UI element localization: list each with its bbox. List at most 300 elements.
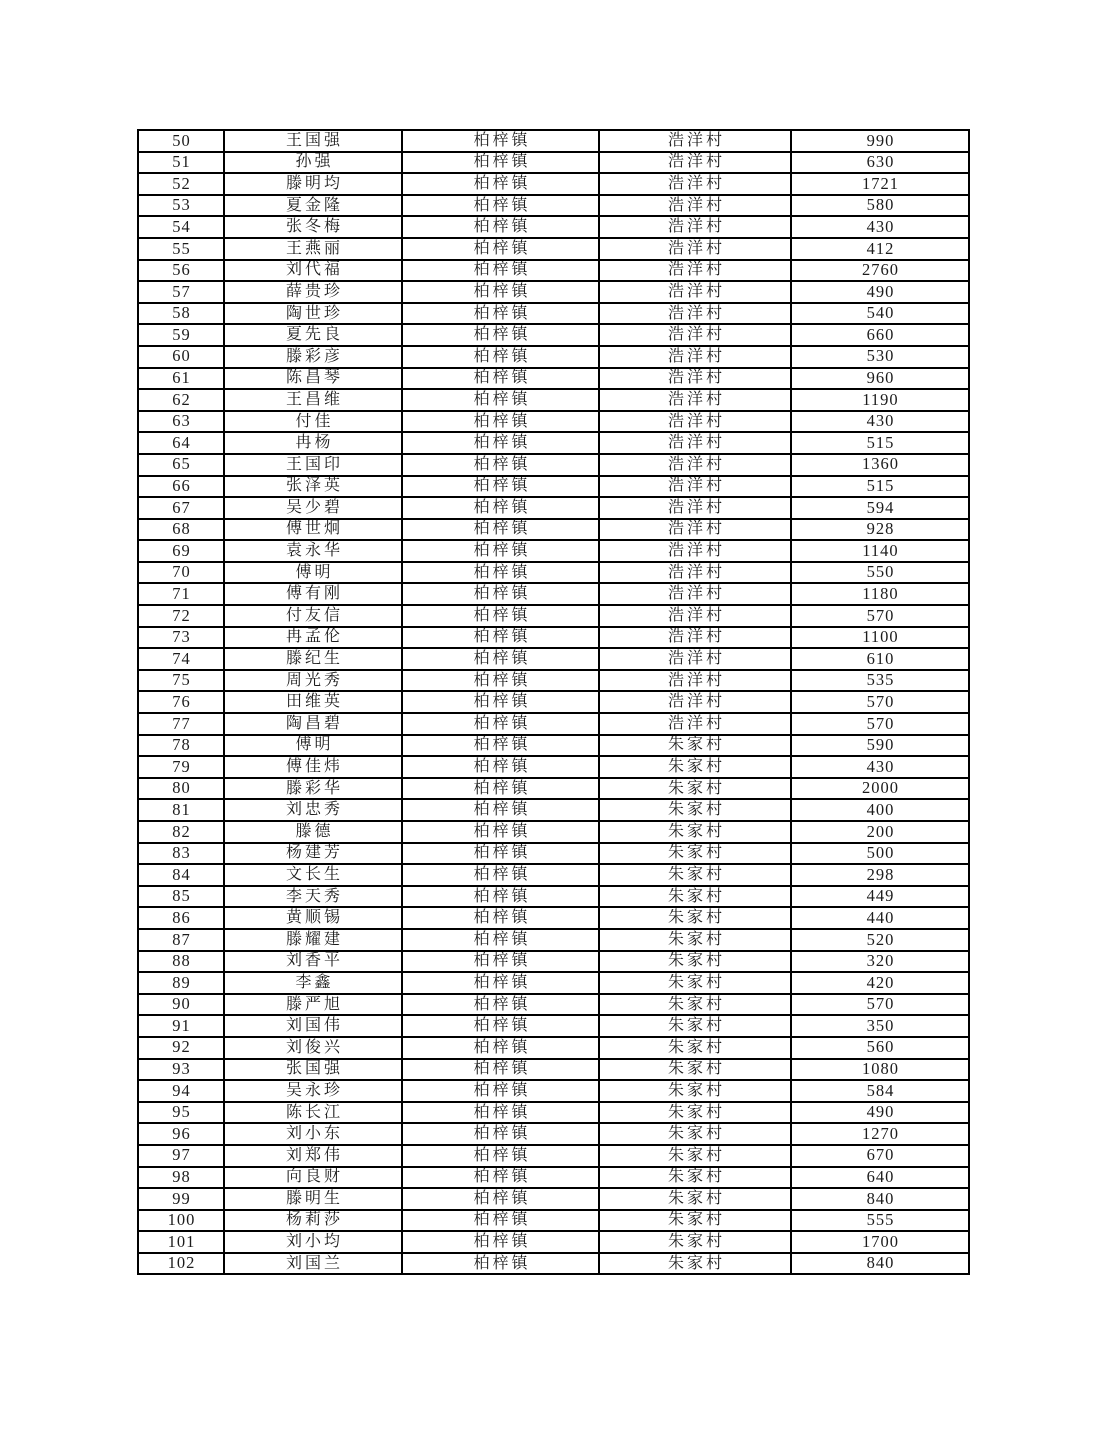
amount-cell: 412: [791, 238, 969, 260]
village-cell: 朱家村: [599, 843, 791, 865]
village-cell: 浩洋村: [599, 497, 791, 519]
village-cell: 朱家村: [599, 1102, 791, 1124]
town-cell: 柏梓镇: [402, 929, 599, 951]
amount-cell: 1190: [791, 389, 969, 411]
town-cell: 柏梓镇: [402, 735, 599, 757]
town-cell: 柏梓镇: [402, 130, 599, 152]
name-cell: 傅明: [224, 562, 402, 584]
amount-cell: 2000: [791, 778, 969, 800]
index-cell: 72: [138, 605, 224, 627]
index-cell: 69: [138, 540, 224, 562]
village-cell: 浩洋村: [599, 411, 791, 433]
village-cell: 朱家村: [599, 1188, 791, 1210]
village-cell: 朱家村: [599, 1210, 791, 1232]
town-cell: 柏梓镇: [402, 368, 599, 390]
name-cell: 滕耀建: [224, 929, 402, 951]
table-row: [138, 562, 969, 584]
village-cell: 浩洋村: [599, 281, 791, 303]
village-cell: 浩洋村: [599, 540, 791, 562]
index-cell: 60: [138, 346, 224, 368]
table-row: [138, 1167, 969, 1189]
name-cell: 滕德: [224, 821, 402, 843]
town-cell: 柏梓镇: [402, 411, 599, 433]
index-cell: 88: [138, 951, 224, 973]
table-row: [138, 1037, 969, 1059]
amount-cell: 570: [791, 691, 969, 713]
name-cell: 薛贵珍: [224, 281, 402, 303]
index-cell: 51: [138, 152, 224, 174]
town-cell: 柏梓镇: [402, 303, 599, 325]
village-cell: 浩洋村: [599, 432, 791, 454]
village-cell: 朱家村: [599, 1059, 791, 1081]
town-cell: 柏梓镇: [402, 1167, 599, 1189]
name-cell: 孙强: [224, 152, 402, 174]
index-cell: 86: [138, 907, 224, 929]
town-cell: 柏梓镇: [402, 670, 599, 692]
town-cell: 柏梓镇: [402, 260, 599, 282]
town-cell: 柏梓镇: [402, 476, 599, 498]
amount-cell: 1180: [791, 583, 969, 605]
name-cell: 付佳: [224, 411, 402, 433]
amount-cell: 1360: [791, 454, 969, 476]
index-cell: 91: [138, 1015, 224, 1037]
table-row: [138, 605, 969, 627]
name-cell: 夏金隆: [224, 195, 402, 217]
town-cell: 柏梓镇: [402, 195, 599, 217]
name-cell: 王国印: [224, 454, 402, 476]
table-row: [138, 238, 969, 260]
town-cell: 柏梓镇: [402, 540, 599, 562]
table-row: [138, 691, 969, 713]
town-cell: 柏梓镇: [402, 238, 599, 260]
index-cell: 101: [138, 1231, 224, 1253]
village-cell: 浩洋村: [599, 346, 791, 368]
index-cell: 80: [138, 778, 224, 800]
amount-cell: 430: [791, 411, 969, 433]
name-cell: 夏先良: [224, 324, 402, 346]
table-row: [138, 454, 969, 476]
name-cell: 陈长江: [224, 1102, 402, 1124]
amount-cell: 320: [791, 951, 969, 973]
amount-cell: 490: [791, 1102, 969, 1124]
index-cell: 56: [138, 260, 224, 282]
name-cell: 滕彩华: [224, 778, 402, 800]
index-cell: 76: [138, 691, 224, 713]
town-cell: 柏梓镇: [402, 864, 599, 886]
name-cell: 田维英: [224, 691, 402, 713]
town-cell: 柏梓镇: [402, 843, 599, 865]
table-row: [138, 735, 969, 757]
name-cell: 滕明均: [224, 173, 402, 195]
village-cell: 浩洋村: [599, 238, 791, 260]
name-cell: 滕明生: [224, 1188, 402, 1210]
index-cell: 83: [138, 843, 224, 865]
index-cell: 66: [138, 476, 224, 498]
town-cell: 柏梓镇: [402, 756, 599, 778]
table-row: [138, 1188, 969, 1210]
index-cell: 61: [138, 368, 224, 390]
town-cell: 柏梓镇: [402, 519, 599, 541]
name-cell: 杨莉莎: [224, 1210, 402, 1232]
village-cell: 浩洋村: [599, 324, 791, 346]
town-cell: 柏梓镇: [402, 562, 599, 584]
name-cell: 刘国伟: [224, 1015, 402, 1037]
name-cell: 刘俊兴: [224, 1037, 402, 1059]
village-cell: 浩洋村: [599, 627, 791, 649]
name-cell: 冉杨: [224, 432, 402, 454]
amount-cell: 570: [791, 605, 969, 627]
village-cell: 浩洋村: [599, 152, 791, 174]
village-cell: 朱家村: [599, 821, 791, 843]
amount-cell: 640: [791, 1167, 969, 1189]
village-cell: 朱家村: [599, 951, 791, 973]
village-cell: 浩洋村: [599, 454, 791, 476]
town-cell: 柏梓镇: [402, 778, 599, 800]
name-cell: 黄顺锡: [224, 907, 402, 929]
amount-cell: 960: [791, 368, 969, 390]
index-cell: 94: [138, 1080, 224, 1102]
name-cell: 袁永华: [224, 540, 402, 562]
amount-cell: 515: [791, 476, 969, 498]
town-cell: 柏梓镇: [402, 648, 599, 670]
index-cell: 74: [138, 648, 224, 670]
table-row: [138, 303, 969, 325]
table-row: [138, 411, 969, 433]
amount-cell: 530: [791, 346, 969, 368]
village-cell: 朱家村: [599, 799, 791, 821]
town-cell: 柏梓镇: [402, 1015, 599, 1037]
name-cell: 刘代福: [224, 260, 402, 282]
index-cell: 52: [138, 173, 224, 195]
table-row: [138, 540, 969, 562]
table-row: [138, 1080, 969, 1102]
town-cell: 柏梓镇: [402, 886, 599, 908]
index-cell: 97: [138, 1145, 224, 1167]
town-cell: 柏梓镇: [402, 1145, 599, 1167]
amount-cell: 449: [791, 886, 969, 908]
name-cell: 滕彩彦: [224, 346, 402, 368]
name-cell: 滕严旭: [224, 994, 402, 1016]
index-cell: 68: [138, 519, 224, 541]
table-row: [138, 1123, 969, 1145]
table-row: [138, 389, 969, 411]
payment-roster-table: [137, 129, 970, 1275]
village-cell: 朱家村: [599, 735, 791, 757]
town-cell: 柏梓镇: [402, 454, 599, 476]
village-cell: 浩洋村: [599, 476, 791, 498]
table-row: [138, 216, 969, 238]
village-cell: 朱家村: [599, 886, 791, 908]
amount-cell: 1270: [791, 1123, 969, 1145]
amount-cell: 610: [791, 648, 969, 670]
table-row: [138, 1231, 969, 1253]
amount-cell: 570: [791, 713, 969, 735]
town-cell: 柏梓镇: [402, 1080, 599, 1102]
table-row: [138, 324, 969, 346]
table-row: [138, 1015, 969, 1037]
table-row: [138, 476, 969, 498]
town-cell: 柏梓镇: [402, 951, 599, 973]
name-cell: 李天秀: [224, 886, 402, 908]
index-cell: 77: [138, 713, 224, 735]
amount-cell: 298: [791, 864, 969, 886]
village-cell: 朱家村: [599, 756, 791, 778]
amount-cell: 2760: [791, 260, 969, 282]
amount-cell: 535: [791, 670, 969, 692]
village-cell: 朱家村: [599, 994, 791, 1016]
name-cell: 吴少碧: [224, 497, 402, 519]
index-cell: 75: [138, 670, 224, 692]
index-cell: 95: [138, 1102, 224, 1124]
name-cell: 文长生: [224, 864, 402, 886]
table-row: [138, 864, 969, 886]
amount-cell: 594: [791, 497, 969, 519]
name-cell: 傅世炯: [224, 519, 402, 541]
index-cell: 82: [138, 821, 224, 843]
town-cell: 柏梓镇: [402, 281, 599, 303]
table-row: [138, 778, 969, 800]
village-cell: 浩洋村: [599, 216, 791, 238]
town-cell: 柏梓镇: [402, 713, 599, 735]
table-row: [138, 886, 969, 908]
name-cell: 刘国兰: [224, 1253, 402, 1275]
name-cell: 傅明: [224, 735, 402, 757]
town-cell: 柏梓镇: [402, 1037, 599, 1059]
name-cell: 张国强: [224, 1059, 402, 1081]
town-cell: 柏梓镇: [402, 432, 599, 454]
amount-cell: 630: [791, 152, 969, 174]
village-cell: 朱家村: [599, 1037, 791, 1059]
table-row: [138, 260, 969, 282]
name-cell: 王燕丽: [224, 238, 402, 260]
amount-cell: 430: [791, 756, 969, 778]
town-cell: 柏梓镇: [402, 821, 599, 843]
name-cell: 傅有刚: [224, 583, 402, 605]
village-cell: 朱家村: [599, 864, 791, 886]
amount-cell: 1700: [791, 1231, 969, 1253]
index-cell: 65: [138, 454, 224, 476]
village-cell: 浩洋村: [599, 713, 791, 735]
name-cell: 付友信: [224, 605, 402, 627]
name-cell: 张冬梅: [224, 216, 402, 238]
amount-cell: 500: [791, 843, 969, 865]
index-cell: 99: [138, 1188, 224, 1210]
village-cell: 朱家村: [599, 1080, 791, 1102]
index-cell: 79: [138, 756, 224, 778]
index-cell: 70: [138, 562, 224, 584]
village-cell: 浩洋村: [599, 691, 791, 713]
index-cell: 98: [138, 1167, 224, 1189]
amount-cell: 990: [791, 130, 969, 152]
name-cell: 张泽英: [224, 476, 402, 498]
village-cell: 浩洋村: [599, 648, 791, 670]
amount-cell: 928: [791, 519, 969, 541]
amount-cell: 1721: [791, 173, 969, 195]
name-cell: 刘小均: [224, 1231, 402, 1253]
index-cell: 85: [138, 886, 224, 908]
name-cell: 王国强: [224, 130, 402, 152]
village-cell: 浩洋村: [599, 303, 791, 325]
index-cell: 57: [138, 281, 224, 303]
table-row: [138, 1210, 969, 1232]
table-row: [138, 1059, 969, 1081]
village-cell: 浩洋村: [599, 368, 791, 390]
town-cell: 柏梓镇: [402, 324, 599, 346]
amount-cell: 570: [791, 994, 969, 1016]
town-cell: 柏梓镇: [402, 1210, 599, 1232]
index-cell: 78: [138, 735, 224, 757]
village-cell: 朱家村: [599, 972, 791, 994]
name-cell: 向良财: [224, 1167, 402, 1189]
name-cell: 刘小东: [224, 1123, 402, 1145]
table-row: [138, 843, 969, 865]
index-cell: 96: [138, 1123, 224, 1145]
index-cell: 67: [138, 497, 224, 519]
amount-cell: 400: [791, 799, 969, 821]
table-row: [138, 627, 969, 649]
name-cell: 周光秀: [224, 670, 402, 692]
name-cell: 刘郑伟: [224, 1145, 402, 1167]
town-cell: 柏梓镇: [402, 1231, 599, 1253]
name-cell: 刘忠秀: [224, 799, 402, 821]
amount-cell: 490: [791, 281, 969, 303]
village-cell: 朱家村: [599, 1123, 791, 1145]
amount-cell: 540: [791, 303, 969, 325]
index-cell: 53: [138, 195, 224, 217]
village-cell: 浩洋村: [599, 583, 791, 605]
town-cell: 柏梓镇: [402, 1188, 599, 1210]
amount-cell: 660: [791, 324, 969, 346]
amount-cell: 840: [791, 1188, 969, 1210]
name-cell: 刘香平: [224, 951, 402, 973]
table-row: [138, 907, 969, 929]
village-cell: 朱家村: [599, 1253, 791, 1275]
index-cell: 58: [138, 303, 224, 325]
index-cell: 102: [138, 1253, 224, 1275]
town-cell: 柏梓镇: [402, 216, 599, 238]
amount-cell: 584: [791, 1080, 969, 1102]
amount-cell: 1100: [791, 627, 969, 649]
table-row: [138, 281, 969, 303]
table-row: [138, 583, 969, 605]
index-cell: 93: [138, 1059, 224, 1081]
town-cell: 柏梓镇: [402, 907, 599, 929]
index-cell: 100: [138, 1210, 224, 1232]
table-row: [138, 648, 969, 670]
town-cell: 柏梓镇: [402, 799, 599, 821]
village-cell: 浩洋村: [599, 670, 791, 692]
amount-cell: 840: [791, 1253, 969, 1275]
amount-cell: 1140: [791, 540, 969, 562]
table-row: [138, 670, 969, 692]
town-cell: 柏梓镇: [402, 1102, 599, 1124]
index-cell: 90: [138, 994, 224, 1016]
town-cell: 柏梓镇: [402, 1253, 599, 1275]
name-cell: 李鑫: [224, 972, 402, 994]
village-cell: 浩洋村: [599, 562, 791, 584]
amount-cell: 670: [791, 1145, 969, 1167]
table-row: [138, 756, 969, 778]
amount-cell: 550: [791, 562, 969, 584]
town-cell: 柏梓镇: [402, 972, 599, 994]
village-cell: 浩洋村: [599, 605, 791, 627]
amount-cell: 590: [791, 735, 969, 757]
table-row: [138, 713, 969, 735]
table-row: [138, 519, 969, 541]
village-cell: 朱家村: [599, 1167, 791, 1189]
table-row: [138, 929, 969, 951]
village-cell: 浩洋村: [599, 130, 791, 152]
village-cell: 朱家村: [599, 778, 791, 800]
index-cell: 81: [138, 799, 224, 821]
village-cell: 浩洋村: [599, 260, 791, 282]
amount-cell: 350: [791, 1015, 969, 1037]
table-row: [138, 994, 969, 1016]
name-cell: 陶世珍: [224, 303, 402, 325]
table-body: [138, 130, 969, 1274]
table-row: [138, 152, 969, 174]
table-row: [138, 497, 969, 519]
index-cell: 63: [138, 411, 224, 433]
index-cell: 73: [138, 627, 224, 649]
index-cell: 54: [138, 216, 224, 238]
amount-cell: 560: [791, 1037, 969, 1059]
town-cell: 柏梓镇: [402, 1123, 599, 1145]
table-row: [138, 972, 969, 994]
village-cell: 朱家村: [599, 1231, 791, 1253]
town-cell: 柏梓镇: [402, 605, 599, 627]
table-row: [138, 195, 969, 217]
table-row: [138, 432, 969, 454]
name-cell: 吴永珍: [224, 1080, 402, 1102]
village-cell: 浩洋村: [599, 173, 791, 195]
village-cell: 朱家村: [599, 1145, 791, 1167]
table-row: [138, 1253, 969, 1275]
index-cell: 50: [138, 130, 224, 152]
index-cell: 59: [138, 324, 224, 346]
name-cell: 杨建芳: [224, 843, 402, 865]
table-row: [138, 1102, 969, 1124]
table-row: [138, 1145, 969, 1167]
name-cell: 陶昌碧: [224, 713, 402, 735]
town-cell: 柏梓镇: [402, 1059, 599, 1081]
index-cell: 89: [138, 972, 224, 994]
village-cell: 浩洋村: [599, 195, 791, 217]
table-row: [138, 951, 969, 973]
town-cell: 柏梓镇: [402, 389, 599, 411]
index-cell: 71: [138, 583, 224, 605]
town-cell: 柏梓镇: [402, 152, 599, 174]
town-cell: 柏梓镇: [402, 497, 599, 519]
village-cell: 朱家村: [599, 929, 791, 951]
amount-cell: 520: [791, 929, 969, 951]
amount-cell: 555: [791, 1210, 969, 1232]
town-cell: 柏梓镇: [402, 691, 599, 713]
amount-cell: 1080: [791, 1059, 969, 1081]
village-cell: 朱家村: [599, 907, 791, 929]
name-cell: 陈昌琴: [224, 368, 402, 390]
amount-cell: 420: [791, 972, 969, 994]
table-row: [138, 346, 969, 368]
amount-cell: 430: [791, 216, 969, 238]
table-row: [138, 173, 969, 195]
amount-cell: 515: [791, 432, 969, 454]
village-cell: 朱家村: [599, 1015, 791, 1037]
town-cell: 柏梓镇: [402, 627, 599, 649]
index-cell: 64: [138, 432, 224, 454]
amount-cell: 580: [791, 195, 969, 217]
table-row: [138, 799, 969, 821]
